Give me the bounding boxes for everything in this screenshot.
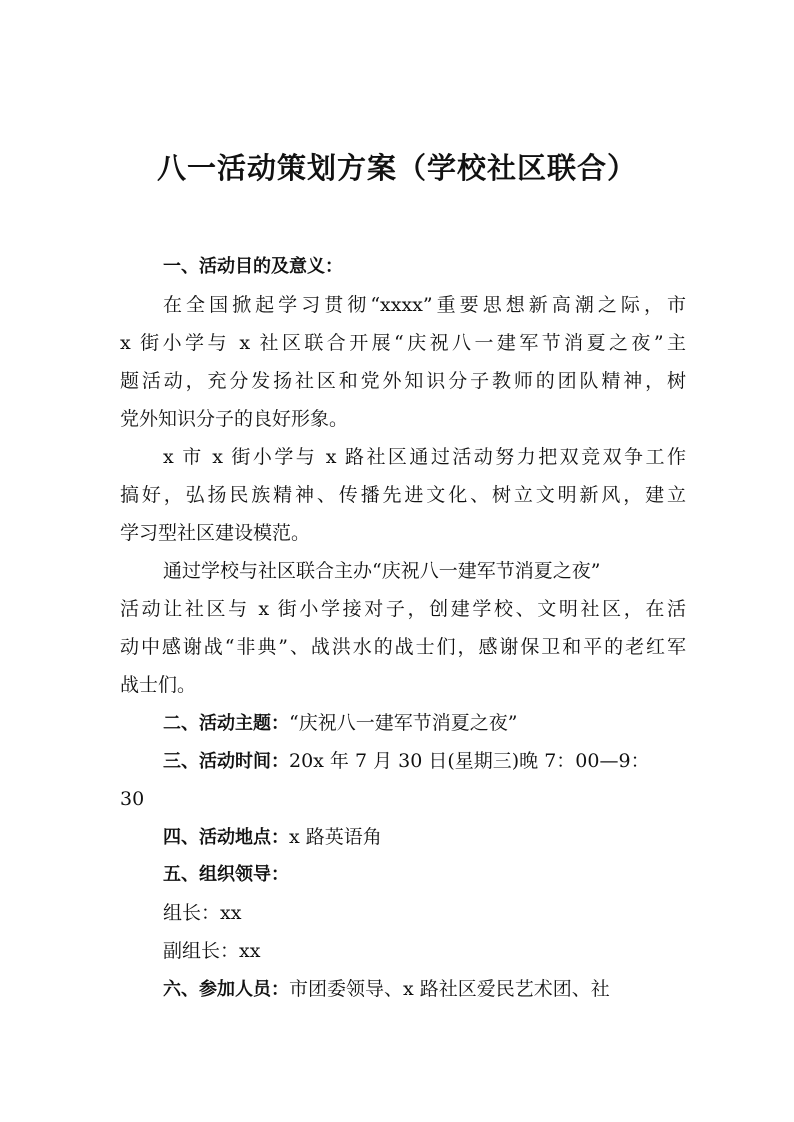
- participants-text: 市团委领导、x 路社区爱民艺术团、社: [289, 978, 610, 1000]
- section-heading-participants: 六、参加人员：: [163, 979, 289, 1000]
- paragraph-line: 通过学校与社区联合主办“庆祝八一建军节消夏之夜”: [163, 560, 601, 582]
- section-heading-theme: 二、活动主题：: [163, 713, 289, 734]
- paragraph-line: x 市 x 街小学与 x 路社区通过活动努力把双竞双争工作: [163, 446, 686, 468]
- paragraph-line: 题活动，充分发扬社区和党外知识分子教师的团队精神，树: [120, 370, 686, 392]
- section-heading-location: 四、活动地点：: [163, 827, 289, 848]
- time-text: 20x 年 7 月 30 日(星期三)晚 7：00—9：: [289, 750, 650, 772]
- deputy-leader-line: 副组长：xx: [163, 940, 261, 962]
- document-body: [120, 248, 686, 1008]
- paragraph-line: 战士们。: [120, 674, 197, 696]
- section-heading-organization: 五、组织领导：: [163, 864, 289, 885]
- paragraph-line: x 街小学与 x 社区联合开展“庆祝八一建军节消夏之夜”主: [120, 332, 686, 354]
- paragraph-purpose-1: [120, 286, 686, 438]
- location-text: x 路英语角: [289, 826, 382, 848]
- document-title: 八一活动策划方案（学校社区联合）: [156, 151, 637, 185]
- leader-line: 组长：xx: [163, 902, 242, 924]
- paragraph-line: 动中感谢战“非典”、战洪水的战士们，感谢保卫和平的老红军: [120, 636, 686, 658]
- time-text-continued: 30: [120, 788, 145, 810]
- section-heading-time: 三、活动时间：: [163, 751, 289, 772]
- section-theme: [120, 704, 686, 742]
- section-time: [120, 742, 686, 818]
- paragraph-line: 党外知识分子的良好形象。: [120, 408, 349, 430]
- section-heading-purpose: 一、活动目的及意义：: [163, 256, 343, 277]
- section-location: [120, 818, 686, 856]
- section-participants: [120, 970, 686, 1008]
- paragraph-purpose-3: [120, 552, 686, 704]
- paragraph-purpose-2: [120, 438, 686, 552]
- paragraph-line: 学习型社区建设模范。: [120, 522, 311, 544]
- paragraph-line: 活动让社区与 x 街小学接对子，创建学校、文明社区，在活: [120, 598, 686, 620]
- theme-text: “庆祝八一建军节消夏之夜”: [289, 712, 518, 734]
- paragraph-line: 搞好，弘扬民族精神、传播先进文化、树立文明新风，建立: [120, 484, 686, 506]
- time-line: [120, 742, 686, 780]
- paragraph-line: 在全国掀起学习贯彻“xxxx”重要思想新高潮之际，市: [163, 294, 686, 316]
